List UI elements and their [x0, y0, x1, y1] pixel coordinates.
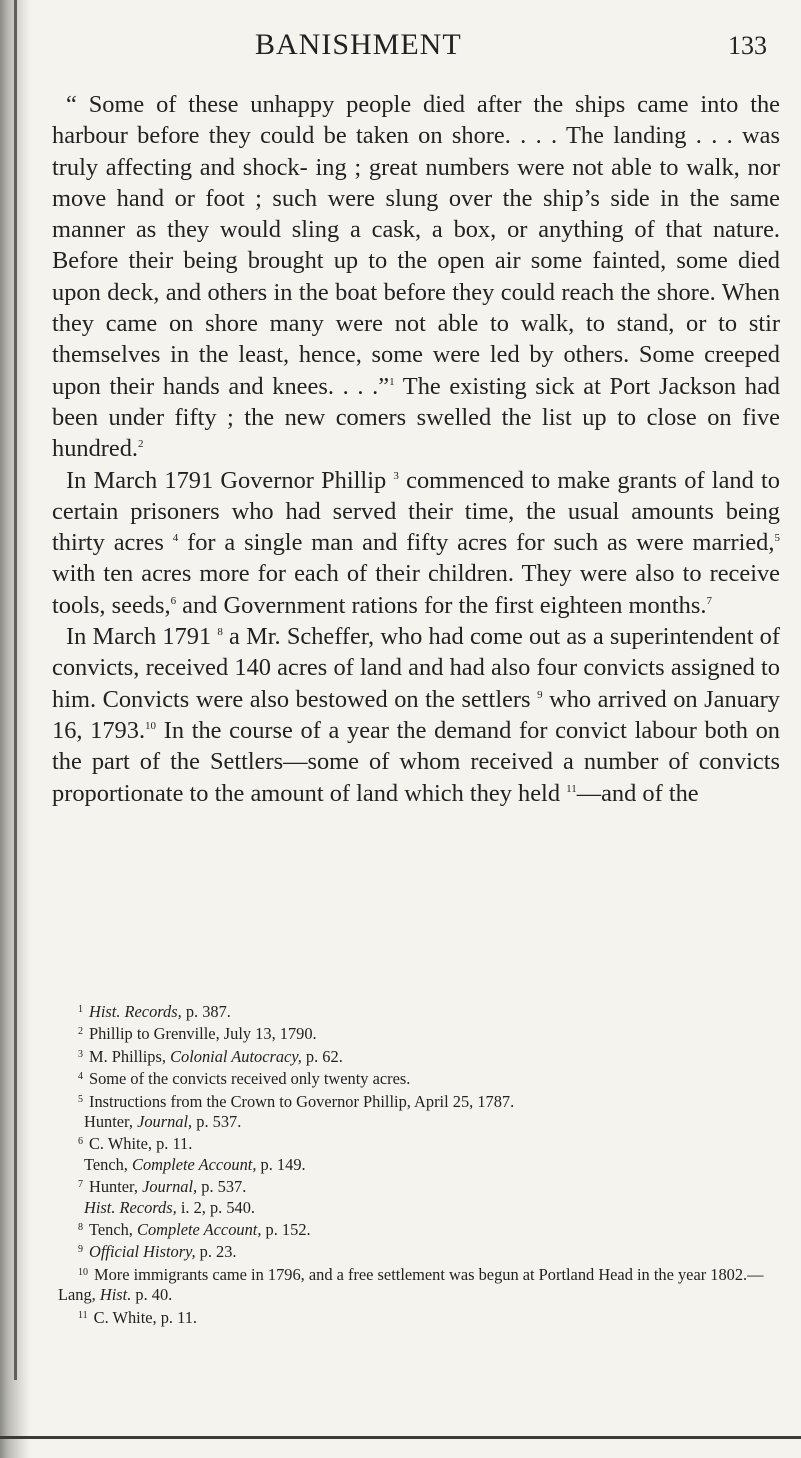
paragraph-text: commenced to make grants of land to certain prisoners who had served their time, the usual amounts being thirty acres — [52, 466, 780, 557]
footnote-ref: 8 — [217, 626, 223, 639]
footnote-1: $^1$ Hist. Records, p. 387. — [78, 1002, 231, 1021]
footnote-7: $^7$ Hunter, Journal, p. 537. — [78, 1177, 247, 1197]
body-text — [52, 89, 780, 809]
footnote-ref: 1 — [389, 375, 395, 388]
paragraph-quote — [52, 89, 780, 465]
quote-text: “ Some of these unhappy people died after the ships came into the harbour before they could be taken on shore. . . . The landing . . . was truly affecting and shock- ing ; great numbers were not able to walk, nor move hand or foot ; such were slung over the ship’s side in the same manner as they would sling a cask, a box, or anything of that nature. Before their being brought up to the open air some fainted, some died upon deck, and others in the boat before they could reach the shore. When they came on shore many were not able to walk, to stand, or to stir themselves in the least, hence, some were led by others. Some creeped upon their hands and knees. . . .” — [52, 91, 780, 400]
footnote-ref: 3 — [393, 469, 399, 482]
footnote-5-continued: Hunter, Journal, p. 537. — [84, 1112, 242, 1132]
footnote-4: $^4$ Some of the convicts received only twenty acres. — [78, 1069, 411, 1089]
paragraph-text: and Government rations for the first eighteen months. — [176, 591, 707, 619]
paragraph-text: In March 1791 — [66, 623, 212, 651]
paragraph-text: with ten acres more for each of their children. They were also to receive tools, seeds, — [52, 560, 780, 619]
paragraph-text: who arrived on January 16, 1793. — [52, 685, 780, 744]
bottom-edge — [0, 1436, 801, 1439]
paragraph-text: In the course of a year the demand for convict labour both on the part of the Settlers—some of whom received a number of convicts proportionate to the amount of land which they held — [52, 716, 780, 807]
footnote-11: $^{11}$ C. White, p. 11. — [78, 1307, 197, 1327]
footnote-5: $^5$ Instructions from the Crown to Governor Phillip, April 25, 1787. — [78, 1091, 515, 1111]
page-header — [0, 24, 801, 64]
paragraph-text: a Mr. Scheffer, who had come out as a superintendent of convicts, received 140 acres of land and had also four convicts assigned to him. Convicts were also bestowed on the settlers — [52, 623, 780, 713]
footnote-8: $^8$ Tench, Complete Account, p. 152. — [78, 1220, 311, 1240]
running-head: BANISHMENT — [255, 28, 462, 61]
paragraph-text: The existing sick at Port Jackson had been under fifty ; the new comers swelled the list up to close on five hundred. — [52, 372, 780, 463]
footnote-7-continued: Hist. Records, i. 2, p. 540. — [84, 1197, 256, 1217]
paragraph-text: In March 1791 Governor Phillip — [66, 466, 387, 494]
footnote-ref: 10 — [145, 719, 157, 732]
footnote-ref: 2 — [138, 438, 144, 451]
paragraph-land-grants — [52, 465, 780, 621]
footnote-10: $^{10}$ More immigrants came in 1796, and a free settlement was begun at Portland Head in the year 1802.—Lang, Hist. p. 40. — [58, 1264, 764, 1305]
footnotes — [58, 1000, 778, 1328]
footnote-6-continued: Tench, Complete Account, p. 149. — [84, 1154, 306, 1174]
footnote-2: $^2$ Phillip to Grenville, July 13, 1790. — [78, 1024, 317, 1044]
paragraph-text: for a single man and fifty acres for such as were married, — [178, 529, 775, 557]
binding-edge — [14, 0, 17, 1380]
footnote-6: $^6$ C. White, p. 11. — [78, 1134, 193, 1154]
footnote-3: $^3$ M. Phillips, Colonial Autocracy, p. 62. — [78, 1046, 343, 1066]
footnote-9: $^9$ Official History, p. 23. — [78, 1242, 237, 1262]
footnote-ref: 11 — [566, 782, 577, 795]
footnote-ref: 5 — [774, 532, 780, 545]
paragraph-text: —and of the — [576, 779, 699, 807]
footnote-ref: 7 — [706, 594, 712, 607]
footnote-ref: 4 — [172, 532, 179, 545]
paragraph-scheffer — [52, 621, 780, 809]
page-number: 133 — [728, 31, 767, 60]
footnote-ref: 9 — [537, 688, 543, 701]
footnote-ref: 6 — [170, 594, 177, 607]
